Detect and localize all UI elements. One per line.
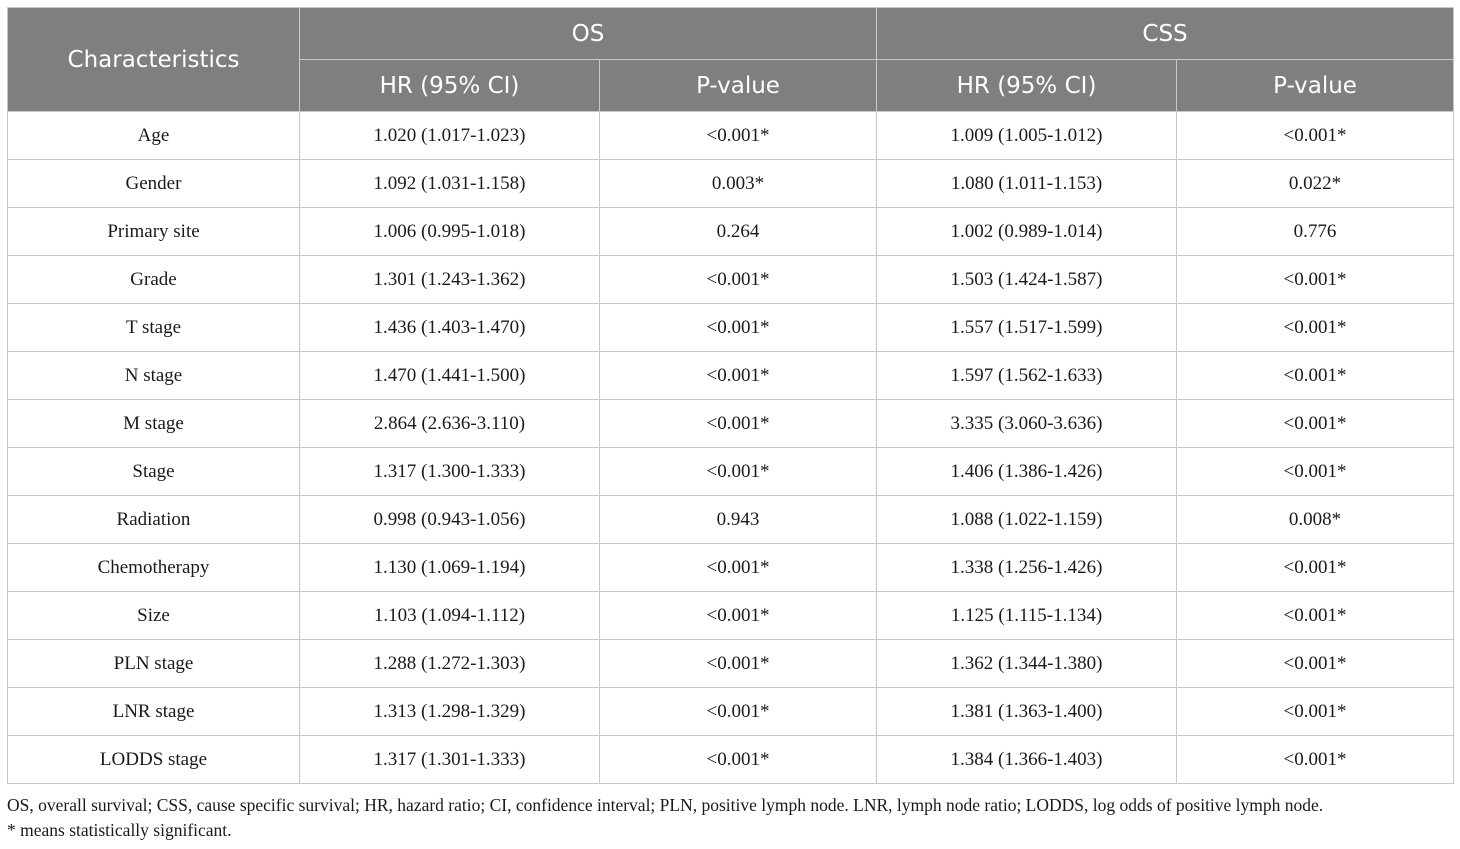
css-p-value-cell: <0.001*: [1177, 400, 1454, 448]
css-hr-cell: 1.338 (1.256-1.426): [877, 544, 1177, 592]
css-group-header: CSS: [877, 8, 1454, 60]
characteristic-cell: LNR stage: [8, 688, 300, 736]
table-row: [8, 400, 1454, 448]
css-hr-cell: 1.557 (1.517-1.599): [877, 304, 1177, 352]
characteristic-cell: N stage: [8, 352, 300, 400]
os-p-header: P-value: [600, 60, 877, 112]
table-row: [8, 208, 1454, 256]
os-hr-cell: 1.288 (1.272-1.303): [300, 640, 600, 688]
css-hr-cell: 1.381 (1.363-1.400): [877, 688, 1177, 736]
css-p-value-cell: 0.008*: [1177, 496, 1454, 544]
os-hr-cell: 1.436 (1.403-1.470): [300, 304, 600, 352]
css-p-value-cell: <0.001*: [1177, 112, 1454, 160]
table-row: [8, 160, 1454, 208]
css-p-value-cell: <0.001*: [1177, 688, 1454, 736]
characteristic-cell: Radiation: [8, 496, 300, 544]
table-row: [8, 640, 1454, 688]
table-row: [8, 688, 1454, 736]
os-p-value-cell: <0.001*: [600, 640, 877, 688]
table-body: [8, 112, 1454, 784]
characteristic-cell: Chemotherapy: [8, 544, 300, 592]
os-p-value-cell: <0.001*: [600, 688, 877, 736]
footnote-abbreviations: OS, overall survival; CSS, cause specific survival; HR, hazard ratio; CI, confidence interval; PLN, positive lymph node. LNR, lymph node ratio; LODDS, log odds of positive lymph node.: [7, 795, 1324, 815]
os-p-value-cell: 0.943: [600, 496, 877, 544]
css-p-value-cell: <0.001*: [1177, 448, 1454, 496]
css-p-value-cell: <0.001*: [1177, 352, 1454, 400]
os-p-value-cell: <0.001*: [600, 544, 877, 592]
css-p-value-cell: 0.776: [1177, 208, 1454, 256]
css-p-value-cell: <0.001*: [1177, 592, 1454, 640]
characteristic-cell: LODDS stage: [8, 736, 300, 784]
characteristics-header: Characteristics: [8, 8, 300, 112]
css-hr-cell: 1.362 (1.344-1.380): [877, 640, 1177, 688]
header-row-groups: [8, 8, 1454, 60]
table-row: [8, 304, 1454, 352]
os-p-value-cell: <0.001*: [600, 400, 877, 448]
table-row: [8, 352, 1454, 400]
os-p-value-cell: <0.001*: [600, 352, 877, 400]
characteristic-cell: Size: [8, 592, 300, 640]
os-p-value-cell: <0.001*: [600, 256, 877, 304]
table-row: [8, 544, 1454, 592]
footnote-significance: * means statistically significant.: [7, 820, 232, 840]
css-p-value-cell: <0.001*: [1177, 736, 1454, 784]
characteristic-cell: Gender: [8, 160, 300, 208]
css-p-header: P-value: [1177, 60, 1454, 112]
css-hr-cell: 1.406 (1.386-1.426): [877, 448, 1177, 496]
os-p-value-cell: <0.001*: [600, 736, 877, 784]
css-hr-cell: 1.503 (1.424-1.587): [877, 256, 1177, 304]
characteristic-cell: PLN stage: [8, 640, 300, 688]
os-hr-cell: 1.130 (1.069-1.194): [300, 544, 600, 592]
os-hr-cell: 0.998 (0.943-1.056): [300, 496, 600, 544]
css-hr-cell: 1.125 (1.115-1.134): [877, 592, 1177, 640]
os-hr-cell: 1.006 (0.995-1.018): [300, 208, 600, 256]
characteristic-cell: Grade: [8, 256, 300, 304]
os-hr-cell: 1.020 (1.017-1.023): [300, 112, 600, 160]
os-hr-cell: 1.317 (1.301-1.333): [300, 736, 600, 784]
os-p-value-cell: 0.264: [600, 208, 877, 256]
os-p-value-cell: 0.003*: [600, 160, 877, 208]
os-p-value-cell: <0.001*: [600, 304, 877, 352]
table-header: [8, 8, 1454, 112]
os-p-value-cell: <0.001*: [600, 448, 877, 496]
table-row: [8, 496, 1454, 544]
css-hr-cell: 1.080 (1.011-1.153): [877, 160, 1177, 208]
os-hr-cell: 1.092 (1.031-1.158): [300, 160, 600, 208]
os-p-value-cell: <0.001*: [600, 592, 877, 640]
table-row: [8, 592, 1454, 640]
os-hr-cell: 1.317 (1.300-1.333): [300, 448, 600, 496]
os-hr-cell: 2.864 (2.636-3.110): [300, 400, 600, 448]
characteristic-cell: Primary site: [8, 208, 300, 256]
css-p-value-cell: <0.001*: [1177, 640, 1454, 688]
os-hr-cell: 1.103 (1.094-1.112): [300, 592, 600, 640]
os-group-header: OS: [300, 8, 877, 60]
characteristic-cell: T stage: [8, 304, 300, 352]
os-hr-header: HR (95% CI): [300, 60, 600, 112]
css-hr-cell: 1.088 (1.022-1.159): [877, 496, 1177, 544]
css-hr-cell: 1.002 (0.989-1.014): [877, 208, 1177, 256]
os-hr-cell: 1.313 (1.298-1.329): [300, 688, 600, 736]
table-row: [8, 112, 1454, 160]
results-table-container: [7, 7, 1453, 784]
css-hr-cell: 1.384 (1.366-1.403): [877, 736, 1177, 784]
css-hr-cell: 1.009 (1.005-1.012): [877, 112, 1177, 160]
css-hr-header: HR (95% CI): [877, 60, 1177, 112]
hazard-ratio-table: [7, 7, 1454, 784]
table-row: [8, 256, 1454, 304]
table-row: [8, 736, 1454, 784]
css-p-value-cell: <0.001*: [1177, 544, 1454, 592]
css-hr-cell: 3.335 (3.060-3.636): [877, 400, 1177, 448]
characteristic-cell: Stage: [8, 448, 300, 496]
css-p-value-cell: <0.001*: [1177, 256, 1454, 304]
css-p-value-cell: <0.001*: [1177, 304, 1454, 352]
characteristic-cell: Age: [8, 112, 300, 160]
css-hr-cell: 1.597 (1.562-1.633): [877, 352, 1177, 400]
css-p-value-cell: 0.022*: [1177, 160, 1454, 208]
os-hr-cell: 1.470 (1.441-1.500): [300, 352, 600, 400]
table-row: [8, 448, 1454, 496]
os-p-value-cell: <0.001*: [600, 112, 877, 160]
footnotes: [7, 793, 1453, 843]
os-hr-cell: 1.301 (1.243-1.362): [300, 256, 600, 304]
characteristic-cell: M stage: [8, 400, 300, 448]
